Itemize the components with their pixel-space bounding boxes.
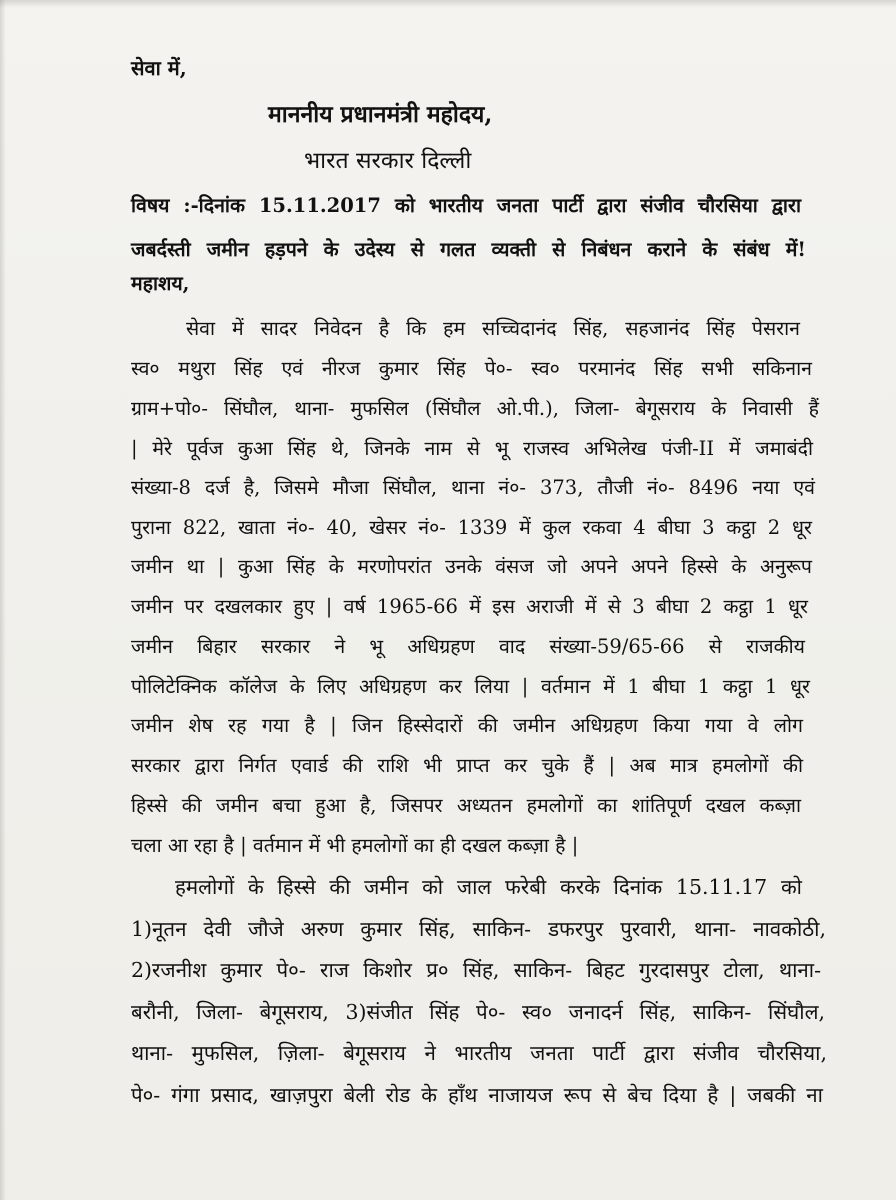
- para1-line: | मेरे पूर्वज कुआ सिंह थे, जिनके नाम से भू राजस्व अभिलेख पंजी-II में जमाबंदी: [131, 437, 813, 460]
- para1-line: चला आ रहा है | वर्तमान में भी हमलोगों का ही दखल कब्ज़ा है |: [131, 834, 579, 857]
- para1-line: सेवा में सादर निवेदन है कि हम सच्चिदानंद सिंह, सहजानंद सिंह पेसरान: [186, 317, 800, 340]
- salutation-to: सेवा में,: [131, 56, 187, 80]
- greeting: महाशय,: [131, 272, 190, 295]
- para1-line: पुराना 822, खाता नं०- 40, खेसर नं०- 1339 में कुल रकवा 4 बीघा 3 कट्ठा 2 धूर: [131, 516, 812, 539]
- para1-line: हिस्से की जमीन बचा हुआ है, जिसपर अध्यतन हमलोगों का शांतिपूर्ण दखल कब्ज़ा: [131, 794, 801, 817]
- para1-line: पोलिटेक्निक कॉलेज के लिए अधिग्रहण कर लिया | वर्तमान में 1 बीघा 1 कट्ठा 1 धूर: [131, 675, 810, 698]
- para2-line: 2)रजनीश कुमार पे०- राज किशोर प्र० सिंह, साकिन- बिहट गुरदासपुर टोला, थाना-: [131, 958, 821, 982]
- subject-line-1: विषय :-दिनांक 15.11.2017 को भारतीय जनता पार्टी द्वारा संजीव चौरसिया द्वारा: [131, 194, 801, 217]
- para1-line: जमीन बिहार सरकार ने भू अधिग्रहण वाद संख्या-59/65-66 से राजकीय: [131, 635, 805, 658]
- para1-line: ग्राम+पो०- सिंघौल, थाना- मुफसिल (सिंघौल ओ.पी.), जिला- बेगूसराय के निवासी हैं: [131, 397, 819, 420]
- para1-line: जमीन पर दखलकार हुए | वर्ष 1965-66 में इस अराजी में से 3 बीघा 2 कट्ठा 1 धूर: [131, 595, 808, 618]
- scan-shadow-left: [0, 0, 6, 1200]
- para1-line: जमीन था | कुआ सिंह के मरणोपरांत उनके वंसज जो अपने अपने हिस्से के अनुरूप: [131, 555, 812, 578]
- para1-line: जमीन शेष रह गया है | जिन हिस्सेदारों की जमीन अधिग्रहण किया गया वे लोग: [131, 714, 803, 737]
- para1-line: स्व० मथुरा सिंह एवं नीरज कुमार सिंह पे०- स्व० परमानंद सिंह सभी सकिनान: [131, 357, 812, 380]
- address: भारत सरकार दिल्ली: [304, 148, 472, 174]
- para2-line: थाना- मुफसिल, ज़िला- बेगूसराय ने भारतीय जनता पार्टी द्वारा संजीव चौरसिया,: [131, 1041, 827, 1065]
- para1-line: संख्या-8 दर्ज है, जिसमे मौजा सिंघौल, थाना नं०- 373, तौजी नं०- 8496 नया एवं: [131, 476, 815, 499]
- para2-line: पे०- गंगा प्रसाद, खाज़पुरा बेली रोड के हाँथ नाजायज रूप से बेच दिया है | जबकी ना: [131, 1083, 823, 1107]
- subject-line-2: जबर्दस्ती जमीन हड़पने के उदेस्य से गलत व्यक्ती से निबंधन कराने के संबंध में!: [131, 238, 806, 261]
- scan-shadow-top: [0, 0, 896, 8]
- para2-line: 1)नूतन देवी जौजे अरुण कुमार सिंह, साकिन- डफरपुर पुरवारी, थाना- नावकोठी,: [131, 917, 826, 941]
- para2-line: हमलोगों के हिस्से की जमीन को जाल फरेबी करके दिनांक 15.11.17 को: [175, 875, 802, 899]
- para1-line: सरकार द्वारा निर्गत एवार्ड की राशि भी प्राप्त कर चुके हैं | अब मात्र हमलोगों की: [131, 754, 803, 777]
- addressee: माननीय प्रधानमंत्री महोदय,: [268, 101, 493, 128]
- para2-line: बरौनी, जिला- बेगूसराय, 3)संजीत सिंह पे०- स्व० जनादर्न सिंह, साकिन- सिंघौल,: [131, 1000, 825, 1024]
